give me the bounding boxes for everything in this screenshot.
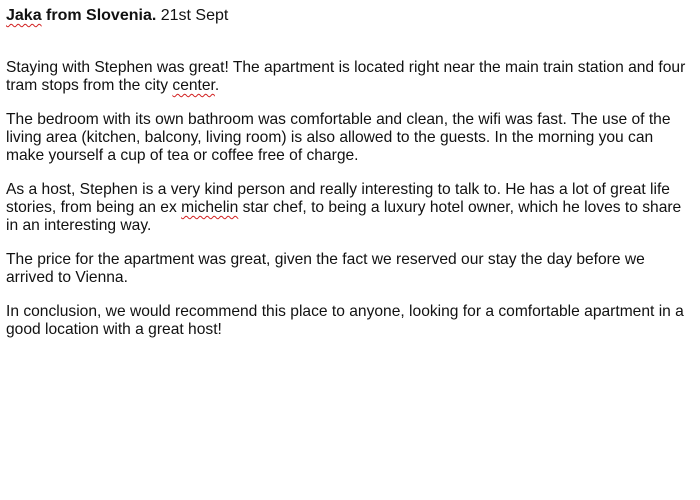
paragraph-1-text-c: . — [214, 77, 220, 94]
review-date: 21st Sept — [156, 7, 229, 24]
author-name — [6, 7, 156, 24]
paragraph-2: The bedroom with its own bathroom was comfortable and clean, the wifi was fast. The use of the living area (kitchen, balcony, living room) is also allowed to the guests. In the morning you can make yourself a cup of tea or coffee free of charge. — [6, 111, 671, 164]
paragraph-4: The price for the apartment was great, given the fact we reserved our stay the day before we arrived to Vienna. — [6, 251, 645, 286]
paragraph-3 — [6, 181, 694, 235]
paragraph-5: In conclusion, we would recommend this place to anyone, looking for a comfortable apartment in a good location with a great host! — [6, 303, 684, 338]
paragraph-1 — [6, 59, 694, 95]
review-body — [6, 59, 694, 339]
review-document — [6, 6, 694, 355]
paragraph-3-text-c: star chef, to being a luxury hotel owner, which he loves to share in an interesting way. — [6, 199, 682, 234]
paragraph-1-text-a: Staying with Stephen was great! The apartment is located right near the main train station and four tram stops from the city — [6, 59, 686, 94]
paragraph-3-spellcheck-word: michelin — [181, 199, 239, 216]
paragraph-3-text-a: As a host, Stephen is a very kind person and really interesting to talk to. He has a lot of great life stories, from being an ex — [6, 181, 670, 216]
review-header — [6, 6, 694, 25]
author-first-name: Jaka — [6, 7, 42, 24]
paragraph-1-spellcheck-word: center — [172, 77, 215, 94]
author-origin: from Slovenia. — [41, 7, 157, 24]
